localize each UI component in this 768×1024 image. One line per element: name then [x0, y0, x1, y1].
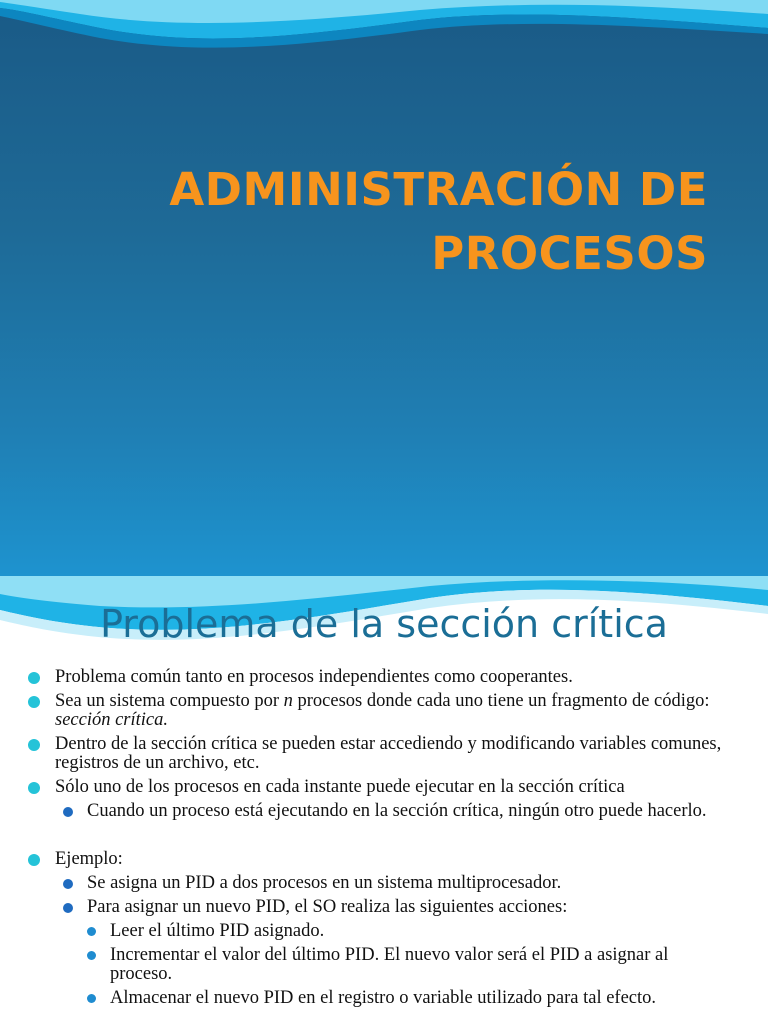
bullet-list [0, 668, 768, 1013]
slide-title: Problema de la sección crítica [100, 602, 668, 646]
sub-sub-bullet-icon [87, 994, 96, 1003]
bullet-text-italic: sección crítica. [55, 710, 169, 730]
bullet-icon [28, 854, 40, 866]
list-item [0, 692, 768, 730]
bullet-text: Incrementar el valor del último PID. El nuevo valor será el PID a asignar al proceso. [110, 945, 669, 984]
bullet-text: Dentro de la sección crítica se pueden estar accediendo y modificando variables comunes, registros de un archivo, etc. [55, 734, 722, 773]
title-line-2: PROCESOS [431, 227, 708, 280]
list-item [0, 922, 768, 941]
bullet-text: Se asigna un PID a dos procesos en un sistema multiprocesador. [87, 873, 562, 893]
list-item [0, 874, 768, 893]
bullet-text: Sólo uno de los procesos en cada instante puede ejecutar en la sección crítica [55, 777, 625, 797]
bullet-text: Almacenar el nuevo PID en el registro o variable utilizado para tal efecto. [110, 988, 657, 1008]
list-item [0, 989, 768, 1008]
list-item [0, 735, 768, 773]
sub-sub-bullet-icon [87, 927, 96, 936]
bullet-icon [28, 672, 40, 684]
bullet-text: Sea un sistema compuesto por [55, 691, 284, 711]
list-item [0, 850, 768, 869]
bullet-text: Para asignar un nuevo PID, el SO realiza las siguientes acciones: [87, 897, 568, 917]
bullet-icon [28, 696, 40, 708]
bullet-text: Leer el último PID asignado. [110, 921, 325, 941]
bullet-text-italic: n [283, 691, 293, 711]
presentation-title [108, 158, 708, 286]
bullet-text: Cuando un proceso está ejecutando en la sección crítica, ningún otro puede hacerlo. [87, 801, 707, 821]
sub-bullet-icon [63, 903, 73, 913]
top-wave-decoration [0, 0, 768, 80]
list-item [0, 668, 768, 687]
title-line-1: ADMINISTRACIÓN DE [169, 163, 708, 216]
bullet-text: procesos donde cada uno tiene un fragmento de código: [292, 691, 710, 711]
content-slide [0, 576, 768, 1024]
list-item [0, 778, 768, 797]
sub-sub-bullet-icon [87, 951, 96, 960]
bullet-text: Problema común tanto en procesos independientes como cooperantes. [55, 667, 573, 687]
list-item [0, 946, 768, 984]
sub-bullet-icon [63, 879, 73, 889]
bullet-icon [28, 782, 40, 794]
bullet-icon [28, 739, 40, 751]
list-item [0, 898, 768, 917]
bullet-text: Ejemplo: [55, 849, 123, 869]
list-item [0, 802, 768, 821]
sub-bullet-icon [63, 807, 73, 817]
